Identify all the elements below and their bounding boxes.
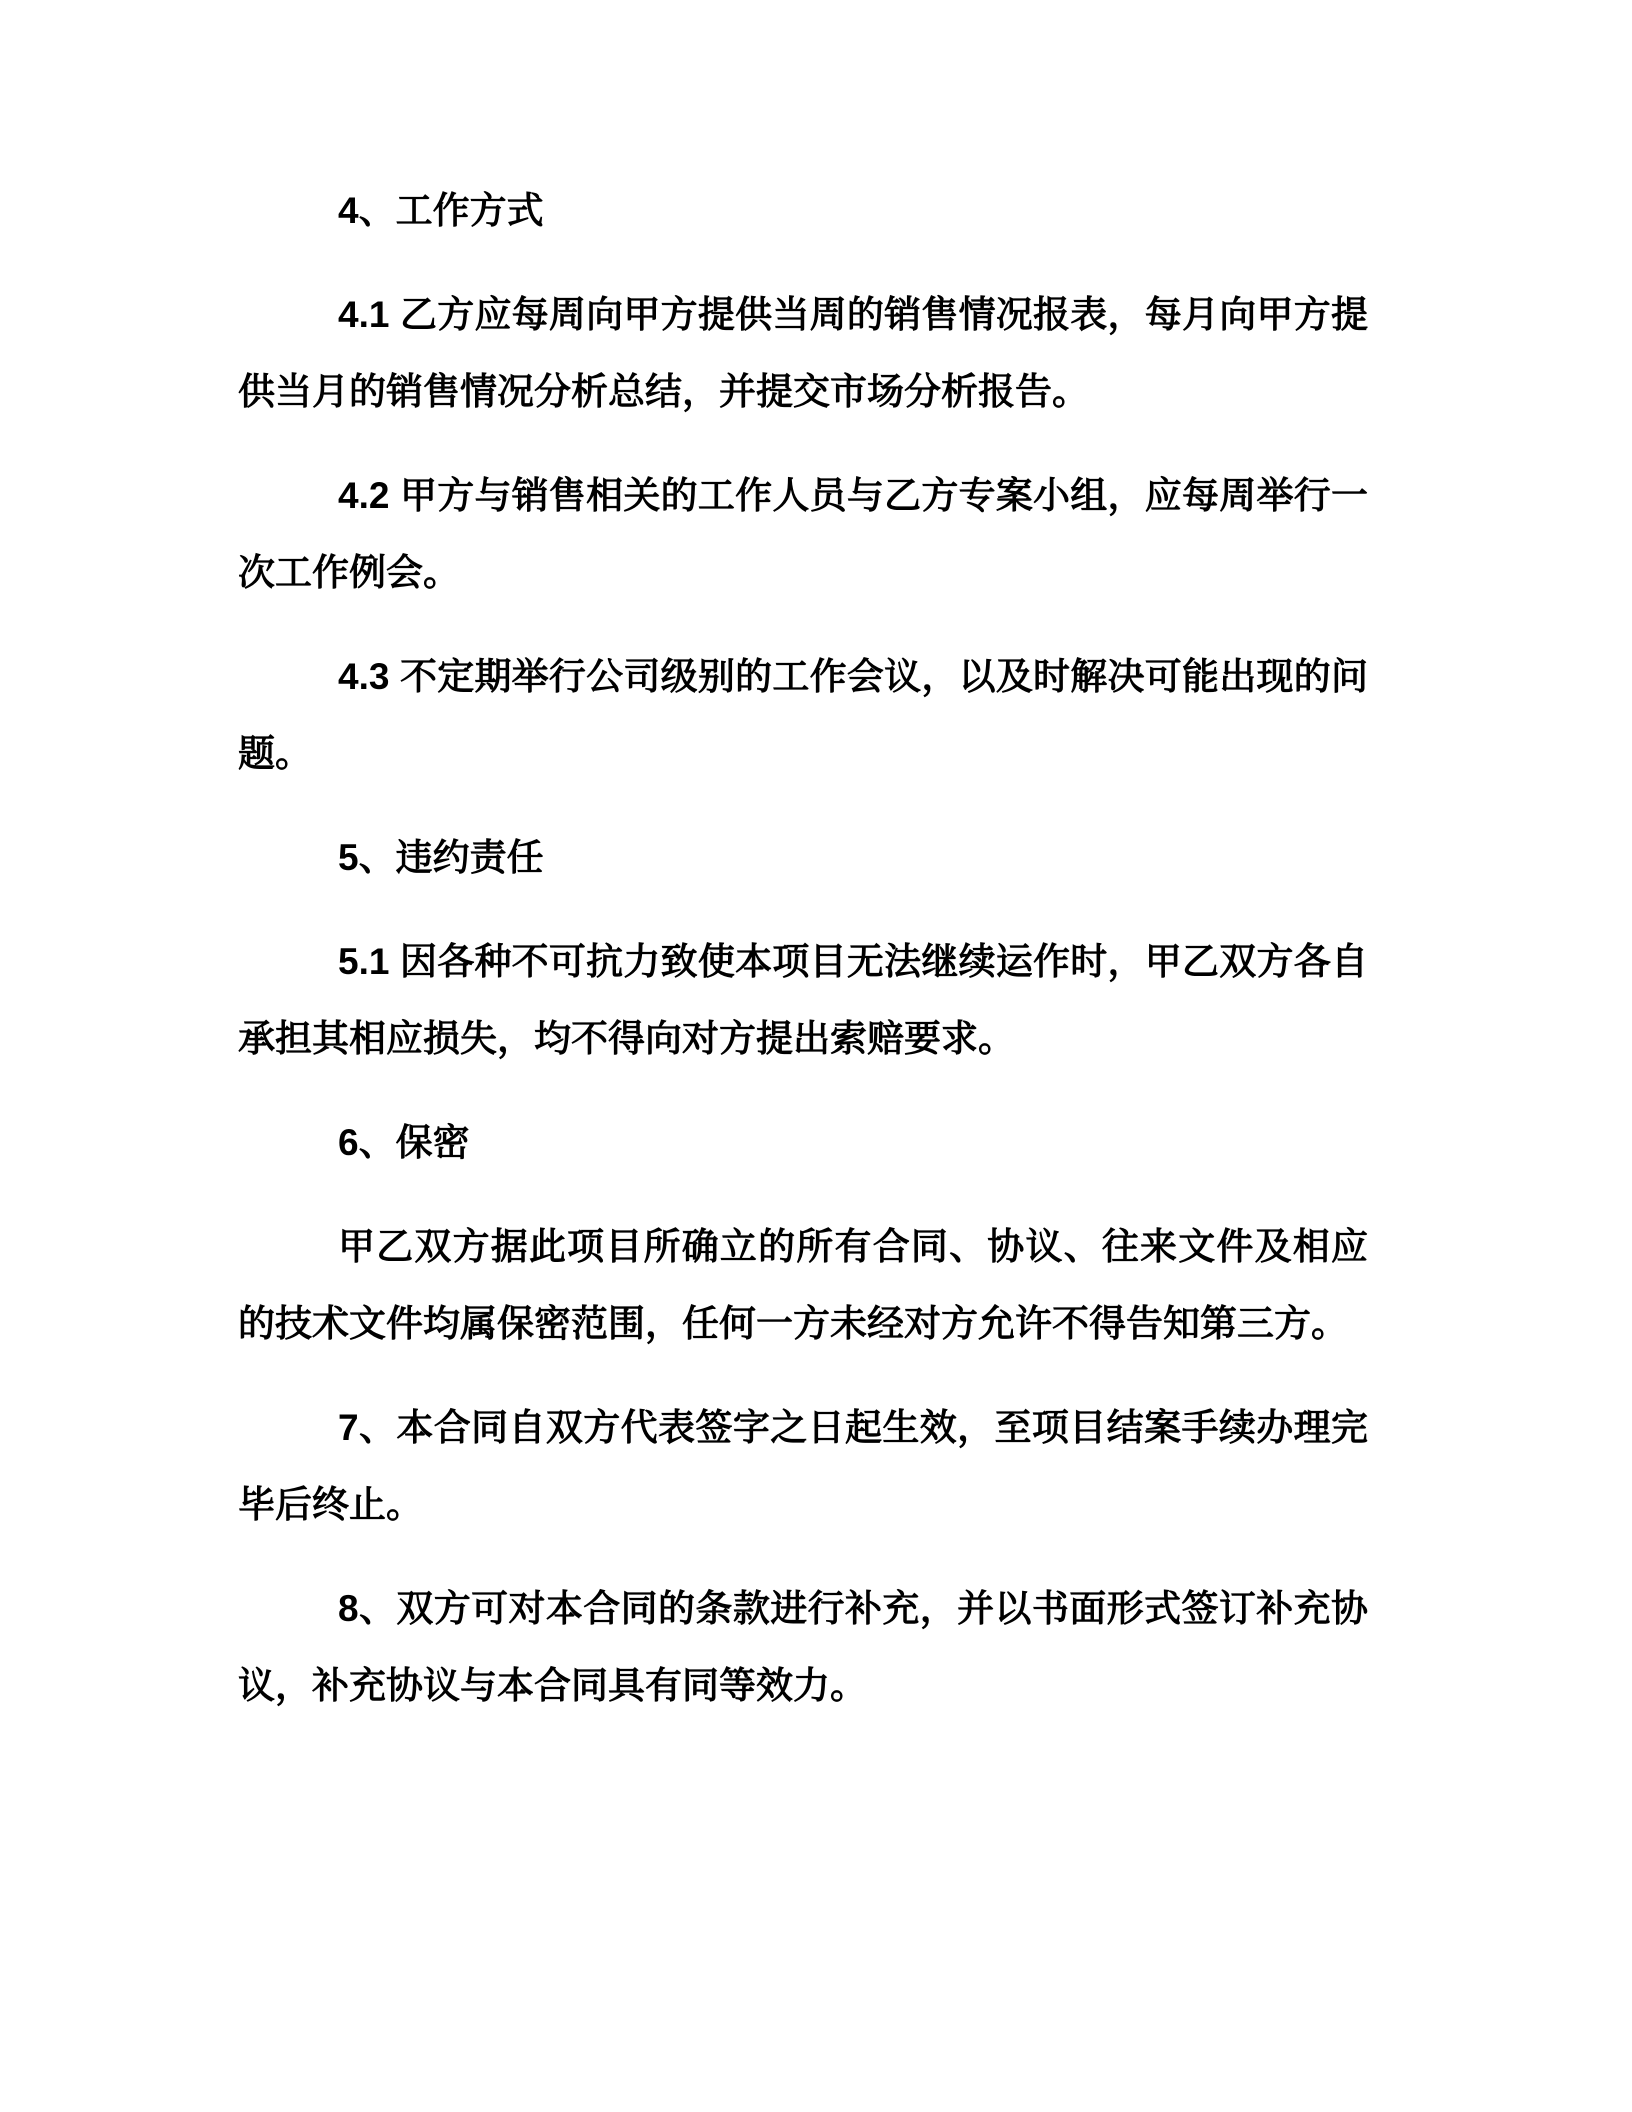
clause-8: 8、双方可对本合同的条款进行补充，并以书面形式签订补充协议，补充协议与本合同具有同等效力。 (238, 1588, 1368, 1706)
section-heading-4: 4、工作方式 (338, 190, 544, 231)
document-body (238, 172, 1368, 1751)
clause-5-1: 5.1 因各种不可抗力致使本项目无法继续运作时，甲乙双方各自承担其相应损失，均不得向对方提出索赔要求。 (238, 941, 1368, 1059)
clause-4-1: 4.1 乙方应每周向甲方提供当周的销售情况报表，每月向甲方提供当月的销售情况分析总结，并提交市场分析报告。 (238, 294, 1368, 412)
section-heading-5: 5、违约责任 (338, 837, 544, 878)
clause-7: 7、本合同自双方代表签字之日起生效，至项目结案手续办理完毕后终止。 (238, 1407, 1368, 1525)
clause-4-2: 4.2 甲方与销售相关的工作人员与乙方专案小组，应每周举行一次工作例会。 (238, 475, 1368, 593)
section-heading-6: 6、保密 (338, 1122, 470, 1163)
clause-6-body: 甲乙双方据此项目所确立的所有合同、协议、往来文件及相应的技术文件均属保密范围，任何一方未经对方允许不得告知第三方。 (238, 1226, 1368, 1344)
clause-4-3: 4.3 不定期举行公司级别的工作会议，以及时解决可能出现的问题。 (238, 656, 1368, 774)
